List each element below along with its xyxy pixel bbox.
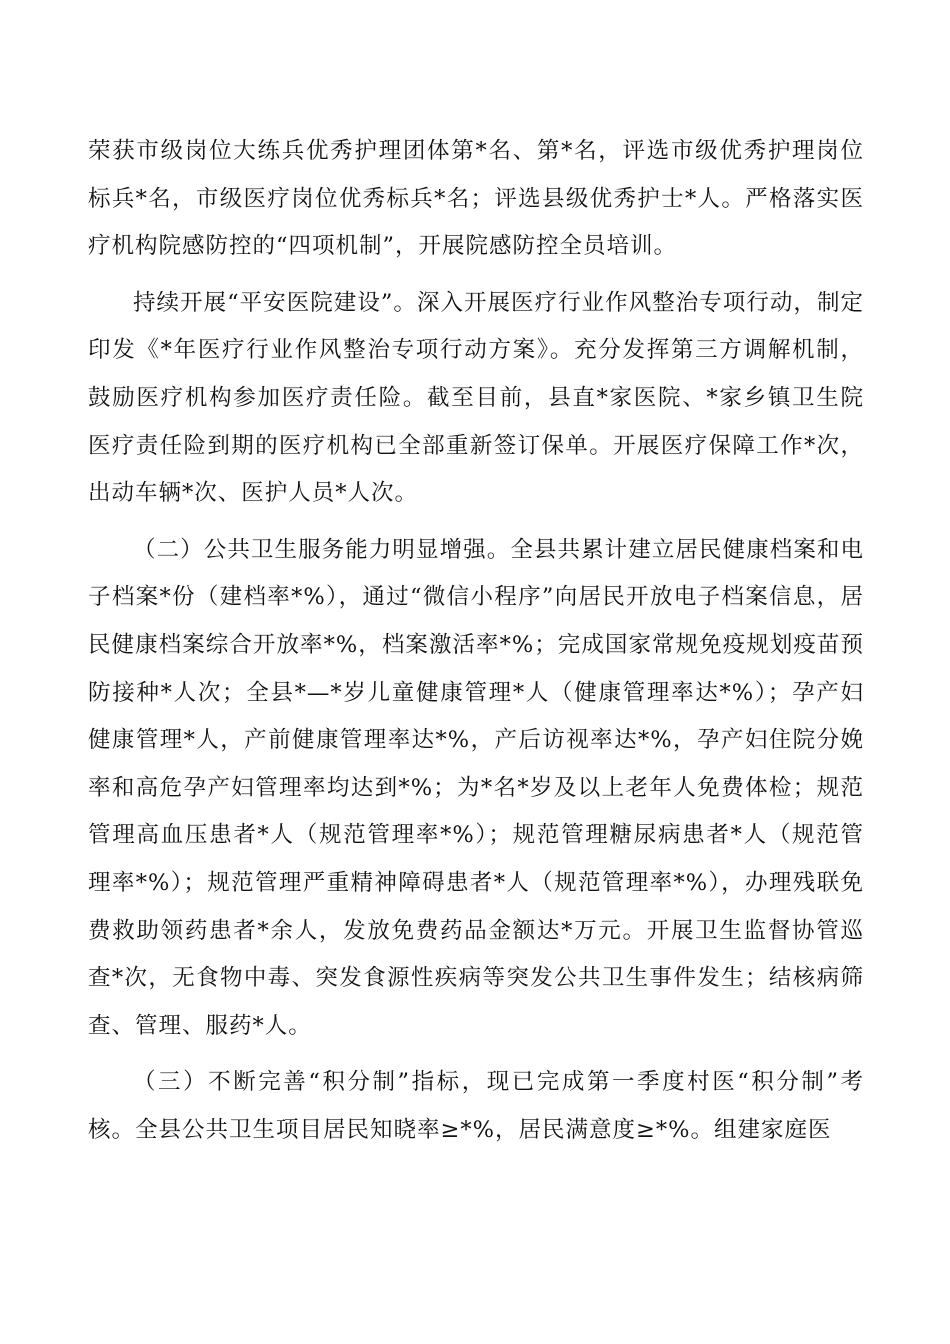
- document-body: [88, 128, 864, 1154]
- paragraph-public-health: （二）公共卫生服务能力明显增强。全县共累计建立居民健康档案和电子档案*份（建档率*%），通过“微信小程序”向居民开放电子档案信息，居民健康档案综合开放率*%，档案激活率*%；完成国家常规免疫规划疫苗预防接种*人次；全县*—*岁儿童健康管理*人（健康管理率达*%）；孕产妇健康管理*人，产前健康管理率达*%，产后访视率达*%，孕产妇住院分娩率和高危孕产妇管理率均达到*%；为*名*岁及以上老年人免费体检；规范管理高血压患者*人（规范管理率*%）；规范管理糖尿病患者*人（规范管理率*%）；规范管理严重精神障碍患者*人（规范管理率*%），办理残联免费救助领药患者*余人，发放免费药品金额达*万元。开展卫生监督协管巡查*次，无食物中毒、突发食源性疾病等突发公共卫生事件发生；结核病筛查、管理、服药*人。: [88, 536, 864, 1039]
- paragraph-continuation: 荣获市级岗位大练兵优秀护理团体第*名、第*名，评选市级优秀护理岗位标兵*名，市级医疗岗位优秀标兵*名；评选县级优秀护士*人。严格落实医疗机构院感防控的“四项机制”，开展院感防控全员培训。: [88, 138, 864, 260]
- paragraph-safe-hospital: 持续开展“平安医院建设”。深入开展医疗行业作风整治专项行动，制定印发《*年医疗行业作风整治专项行动方案》。充分发挥第三方调解机制，鼓励医疗机构参加医疗责任险。截至目前，县直*家医院、*家乡镇卫生院医疗责任险到期的医疗机构已全部重新签订保单。开展医疗保障工作*次，出动车辆*次、医护人员*人次。: [88, 289, 864, 507]
- paragraph-points-system: （三）不断完善“积分制”指标，现已完成第一季度村医“积分制”考核。全县公共卫生项目居民知晓率≥*%，居民满意度≥*%。组建家庭医: [88, 1069, 864, 1143]
